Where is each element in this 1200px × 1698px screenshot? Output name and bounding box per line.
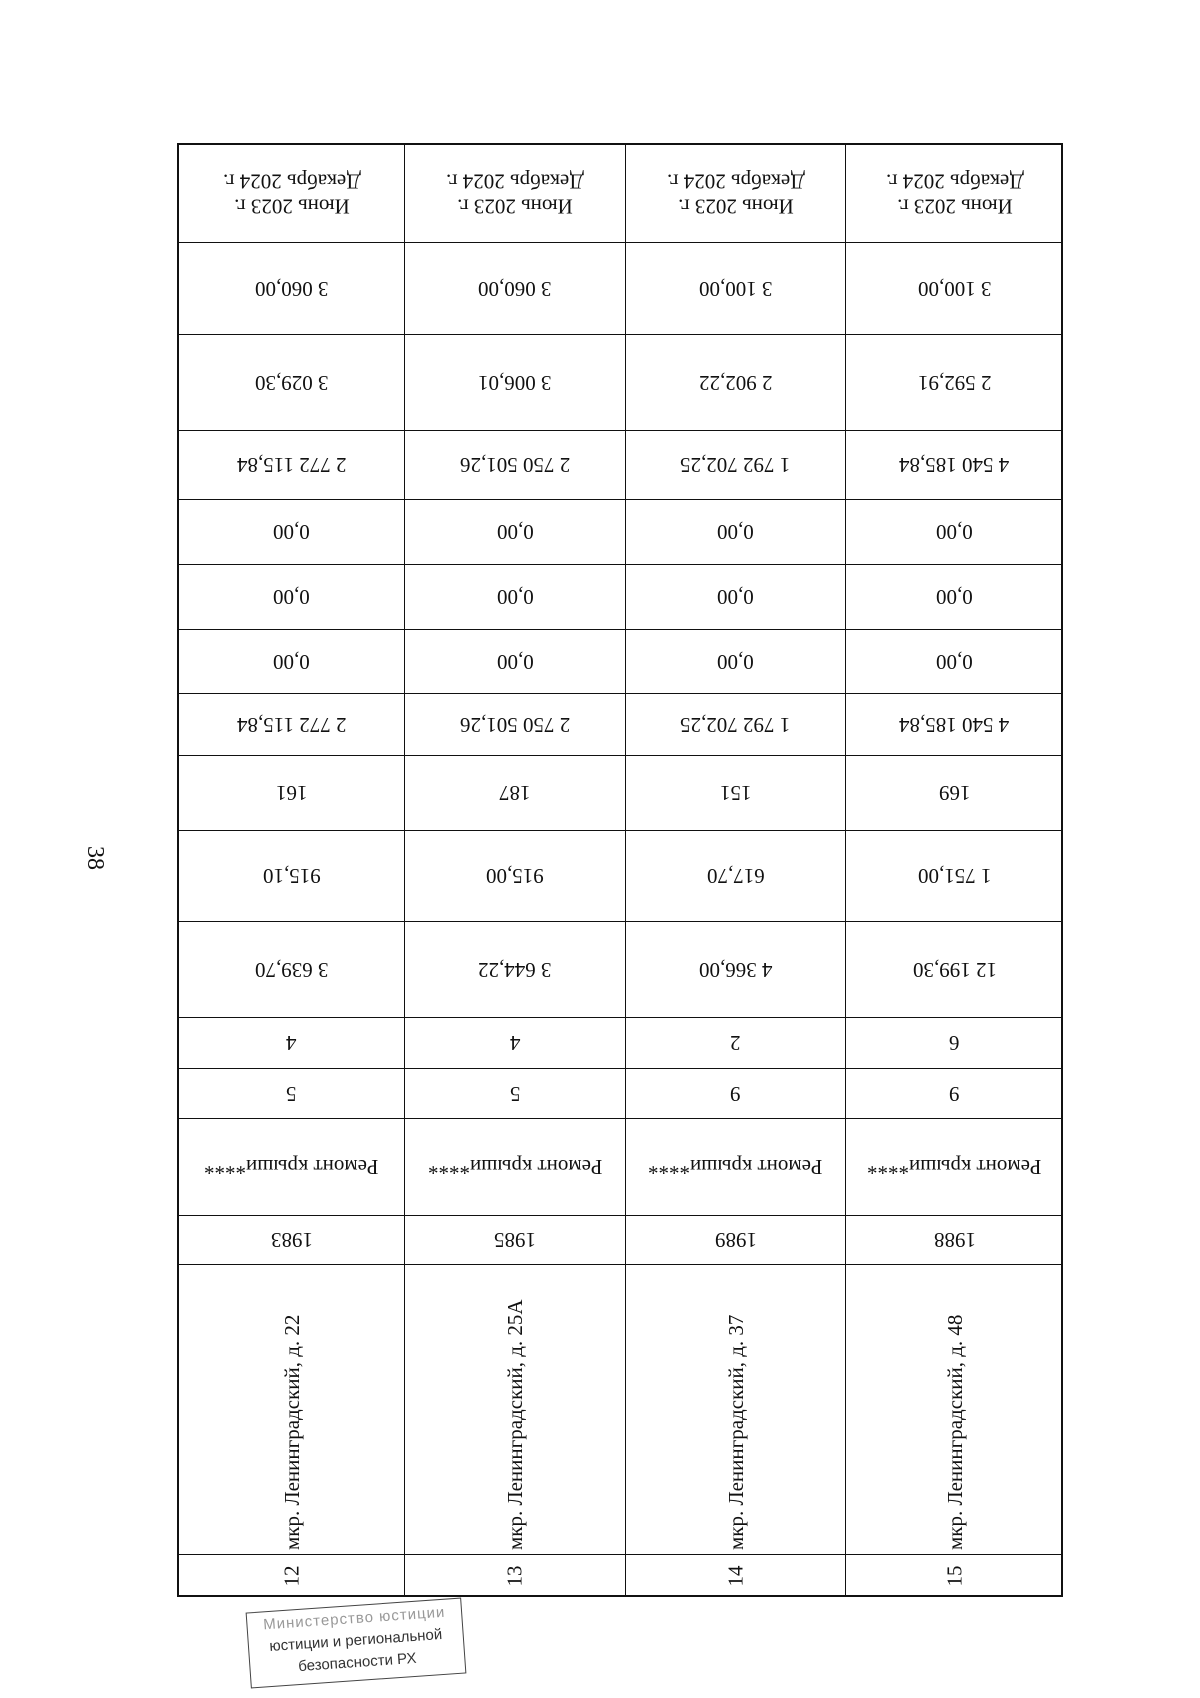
residents-cell	[846, 755, 1063, 830]
fund-2-text: 0,00	[496, 585, 534, 610]
document-table	[177, 143, 1063, 1597]
table-row-15	[845, 145, 1063, 1595]
fund-owners-text: 4 540 185,84	[899, 453, 1010, 478]
entrances-text: 4	[286, 1031, 297, 1056]
area-total-cell	[405, 921, 625, 1017]
fund-3-cell	[626, 499, 845, 564]
year-cell	[405, 1215, 625, 1264]
official-stamp	[246, 1598, 467, 1689]
fund-owners-cell	[846, 430, 1063, 499]
unit-cost-text: 3 029,30	[254, 371, 329, 396]
fund-2-cell	[405, 564, 625, 629]
fund-2-text: 0,00	[273, 585, 310, 610]
period-cell	[846, 145, 1063, 242]
row-number-cell	[179, 1554, 404, 1597]
fund-3-text: 0,00	[496, 520, 534, 545]
residents-text: 169	[938, 781, 971, 806]
address-cell	[846, 1264, 1063, 1554]
unit-limit-text: 3 060,00	[478, 277, 552, 302]
fund-1-text: 0,00	[936, 650, 973, 675]
area-total-cell	[179, 921, 404, 1017]
address-cell	[179, 1264, 404, 1554]
fund-1-text: 0,00	[496, 650, 534, 675]
work-type-cell	[846, 1118, 1063, 1215]
fund-owners-text: 2 750 501,26	[459, 453, 571, 478]
fund-3-cell	[405, 499, 625, 564]
row-number-cell	[626, 1554, 845, 1597]
page-number: 38	[82, 846, 108, 870]
unit-cost-cell	[405, 334, 625, 430]
year-text: 1988	[933, 1228, 976, 1253]
area-roof-cell	[179, 830, 404, 921]
cost-total-text: 2 772 115,84	[236, 713, 347, 738]
area-total-text: 4 366,00	[698, 958, 773, 983]
year-cell	[179, 1215, 404, 1264]
entrances-text: 6	[949, 1031, 960, 1056]
address-cell	[405, 1264, 625, 1554]
floors-cell	[626, 1068, 845, 1118]
period-cell	[179, 145, 404, 242]
unit-cost-cell	[179, 334, 404, 430]
entrances-text: 2	[730, 1031, 741, 1056]
address-text: мкр. Ленинградский, д. 22	[279, 1314, 304, 1550]
fund-2-text: 0,00	[717, 585, 754, 610]
floors-text: 9	[730, 1082, 741, 1107]
period-text: Июнь 2023 г. Декабрь 2024 г.	[222, 169, 361, 219]
area-roof-text: 915,10	[262, 864, 321, 889]
work-type-text: Ремонт крыши****	[427, 1155, 603, 1180]
fund-1-text: 0,00	[273, 650, 310, 675]
row-number-text: 12	[279, 1565, 303, 1587]
floors-text: 5	[286, 1082, 297, 1107]
fund-1-cell	[626, 629, 845, 693]
floors-text: 5	[509, 1082, 521, 1107]
stamp-line-2: юстиции и региональной	[268, 1625, 443, 1656]
fund-3-text: 0,00	[717, 520, 754, 545]
work-type-cell	[626, 1118, 845, 1215]
fund-2-text: 0,00	[936, 585, 973, 610]
period-text: Июнь 2023 г. Декабрь 2024 г.	[446, 169, 584, 219]
unit-limit-text: 3 100,00	[698, 277, 773, 302]
row-number-cell	[405, 1554, 625, 1597]
fund-1-cell	[405, 629, 625, 693]
work-type-text: Ремонт крыши****	[867, 1155, 1042, 1180]
fund-owners-text: 2 772 115,84	[236, 453, 347, 478]
cost-total-cell	[626, 693, 845, 755]
table-row-12	[179, 145, 404, 1595]
cost-total-text: 2 750 501,26	[459, 713, 571, 738]
area-total-cell	[846, 921, 1063, 1017]
address-text: мкр. Ленинградский, д. 48	[942, 1314, 967, 1550]
address-text: мкр. Ленинградский, д. 25А	[502, 1298, 527, 1550]
residents-text: 161	[275, 781, 308, 806]
address-cell	[626, 1264, 845, 1554]
fund-3-cell	[846, 499, 1063, 564]
table-row-13	[404, 145, 625, 1595]
entrances-cell	[405, 1017, 625, 1068]
fund-3-text: 0,00	[936, 520, 973, 545]
stamp-line-3: безопасности РХ	[297, 1649, 417, 1676]
floors-cell	[405, 1068, 625, 1118]
area-total-text: 3 644,22	[478, 958, 552, 983]
year-text: 1983	[270, 1228, 313, 1253]
work-type-text: Ремонт крыши****	[204, 1155, 379, 1180]
fund-owners-text: 1 792 702,25	[680, 453, 791, 478]
entrances-cell	[846, 1017, 1063, 1068]
period-cell	[626, 145, 845, 242]
stamp-line-1: Министерство юстиции	[262, 1603, 446, 1634]
fund-1-text: 0,00	[717, 650, 754, 675]
fund-2-cell	[179, 564, 404, 629]
unit-limit-text: 3 100,00	[917, 277, 992, 302]
work-type-cell	[179, 1118, 404, 1215]
year-text: 1985	[494, 1228, 536, 1253]
address-text: мкр. Ленинградский, д. 37	[723, 1314, 748, 1550]
residents-text: 187	[499, 781, 531, 806]
year-text: 1989	[714, 1228, 757, 1253]
unit-limit-cell	[626, 242, 845, 334]
fund-owners-cell	[179, 430, 404, 499]
fund-1-cell	[846, 629, 1063, 693]
floors-cell	[179, 1068, 404, 1118]
cost-total-cell	[179, 693, 404, 755]
fund-3-text: 0,00	[273, 520, 310, 545]
area-total-text: 3 639,70	[254, 958, 329, 983]
unit-cost-text: 2 592,91	[917, 371, 992, 396]
unit-limit-cell	[846, 242, 1063, 334]
row-number-text: 15	[942, 1565, 966, 1587]
year-cell	[846, 1215, 1063, 1264]
year-cell	[626, 1215, 845, 1264]
entrances-cell	[179, 1017, 404, 1068]
area-total-text: 12 199,30	[912, 958, 997, 983]
floors-text: 9	[949, 1082, 960, 1107]
fund-2-cell	[846, 564, 1063, 629]
period-text: Июнь 2023 г. Декабрь 2024 г.	[666, 169, 805, 219]
area-roof-text: 617,70	[706, 864, 765, 889]
period-cell	[405, 145, 625, 242]
work-type-text: Ремонт крыши****	[648, 1155, 823, 1180]
unit-cost-text: 3 006,01	[478, 371, 552, 396]
work-type-cell	[405, 1118, 625, 1215]
unit-cost-cell	[846, 334, 1063, 430]
area-total-cell	[626, 921, 845, 1017]
unit-cost-cell	[626, 334, 845, 430]
unit-limit-cell	[179, 242, 404, 334]
table-row-14	[625, 145, 845, 1595]
fund-1-cell	[179, 629, 404, 693]
unit-cost-text: 2 902,22	[698, 371, 773, 396]
period-text: Июнь 2023 г. Декабрь 2024 г.	[885, 169, 1024, 219]
fund-owners-cell	[405, 430, 625, 499]
residents-cell	[405, 755, 625, 830]
area-roof-text: 915,00	[486, 864, 544, 889]
unit-limit-cell	[405, 242, 625, 334]
residents-cell	[179, 755, 404, 830]
area-roof-cell	[626, 830, 845, 921]
fund-owners-cell	[626, 430, 845, 499]
row-number-text: 13	[502, 1565, 527, 1587]
cost-total-cell	[405, 693, 625, 755]
entrances-cell	[626, 1017, 845, 1068]
fund-3-cell	[179, 499, 404, 564]
area-roof-cell	[846, 830, 1063, 921]
cost-total-text: 1 792 702,25	[680, 713, 791, 738]
fund-2-cell	[626, 564, 845, 629]
row-number-text: 14	[723, 1565, 747, 1587]
area-roof-cell	[405, 830, 625, 921]
residents-cell	[626, 755, 845, 830]
unit-limit-text: 3 060,00	[254, 277, 329, 302]
cost-total-text: 4 540 185,84	[899, 713, 1010, 738]
residents-text: 151	[719, 781, 752, 806]
area-roof-text: 1 751,00	[917, 864, 992, 889]
floors-cell	[846, 1068, 1063, 1118]
cost-total-cell	[846, 693, 1063, 755]
row-number-cell	[846, 1554, 1063, 1597]
entrances-text: 4	[509, 1031, 521, 1056]
